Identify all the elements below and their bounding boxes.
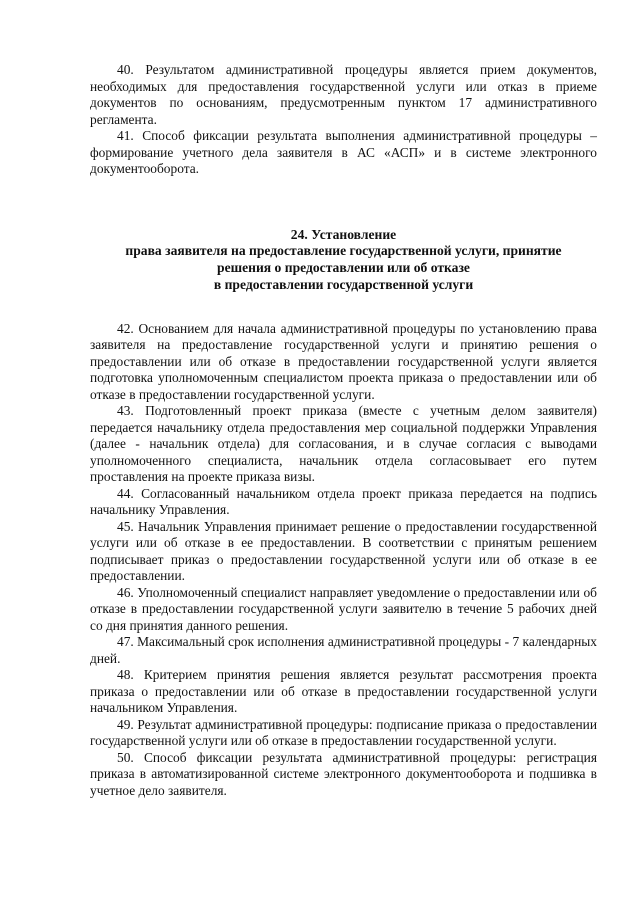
document-page [90,62,597,799]
paragraph-42: 42. Основанием для начала административной процедуры по установлению права заявителя на предоставление государственной услуги и принятию решения о предоставлении или об отказе в предоставлении государственной услуги является подготовка уполномоченным специалистом проекта приказа о предоставлении или об отказе в предоставлении государственной услуги. [90,320,597,402]
paragraph-41: 41. Способ фиксации результата выполнения административной процедуры –формирование учетного дела заявителя в АС «АСП» и в системе электронного документооборота. [90,128,597,176]
paragraph-43: 43. Подготовленный проект приказа (вместе с учетным делом заявителя) передается начальнику отдела предоставления мер социальной поддержки Управления (далее - начальник отдела) для согласования, и в случае согласия с выводами уполномоченного специалиста, начальник отдела согласовывает его путем проставления на проекте приказа визы. [90,403,597,485]
section-heading-line-4: в предоставлении государственной услуги [213,276,474,292]
paragraph-47: 47. Максимальный срок исполнения административной процедуры - 7 календарных дней. [90,634,597,666]
paragraph-45: 45. Начальник Управления принимает решение о предоставлении государственной услуги или об отказе в ее предоставлении. В соответствии с принятым решением подписывает приказ о предоставлении государственной услуги или об отказе в ее предоставлении. [90,518,597,584]
paragraph-49: 49. Результат административной процедуры: подписание приказа о предоставлении государственной услуги или об отказе в предоставлении государственной услуги. [90,716,597,749]
section-heading-line-3: решения о предоставлении или об отказе [217,260,470,276]
section-heading [90,227,597,294]
paragraph-46: 46. Уполномоченный специалист направляет уведомление о предоставлении или об отказе в предоставлении государственной услуги заявителю в течение 5 рабочих дней со дня принятия данного решения. [90,584,597,633]
paragraph-48: 48. Критерием принятия решения является результат рассмотрения проекта приказа о предоставлении или об отказе в предоставлении государственной услуги начальником Управления. [90,667,597,716]
paragraph-40: 40. Результатом административной процедуры является прием документов, необходимых для предоставления государственной услуги или отказ в приеме документов по основаниям, предусмотренным пунктом 17 административного регламента. [90,62,597,127]
section-heading-line-2: права заявителя на предоставление государственной услуги, принятие [125,243,562,259]
paragraph-44: 44. Согласованный начальником отдела проект приказа передается на подпись начальнику Управления. [90,485,597,518]
section-heading-line-1: 24. Установление [290,226,397,242]
paragraph-50: 50. Способ фиксации результата административной процедуры: регистрация приказа в автоматизированной системе электронного документооборота и подшивка в учетное дело заявителя. [90,749,597,798]
